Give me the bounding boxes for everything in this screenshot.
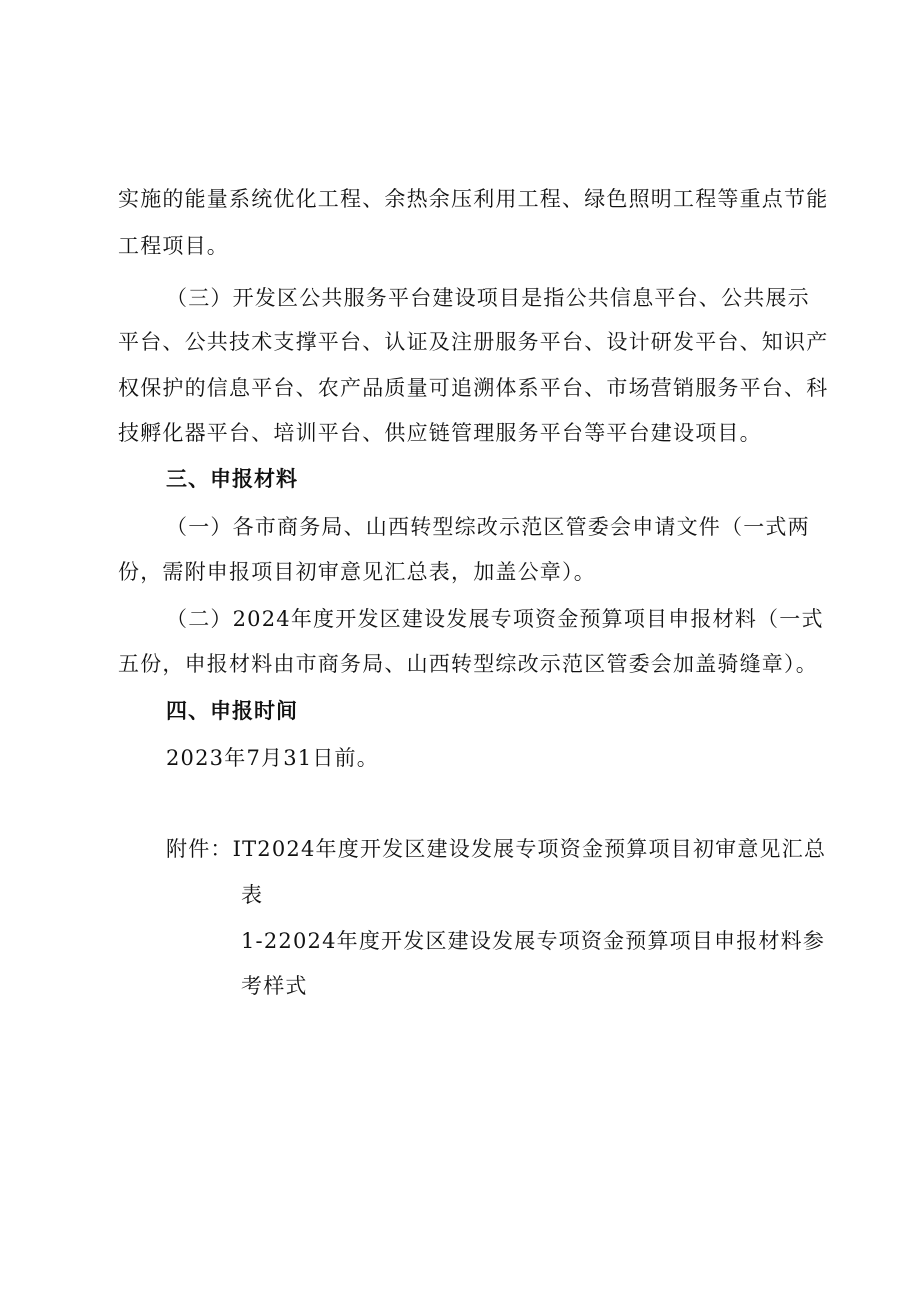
paragraph-line: （二）2024年度开发区建设发展专项资金预算项目申报材料（一式 — [166, 607, 824, 631]
paragraph-line: （一）各市商务局、山西转型综改示范区管委会申请文件（一式两 — [166, 515, 810, 539]
paragraph-line: 权保护的信息平台、农产品质量可追溯体系平台、市场营销服务平台、科 — [118, 376, 829, 400]
paragraph-line: 平台、公共技术支撑平台、认证及注册服务平台、设计研发平台、知识产 — [118, 330, 829, 354]
attachment-line: 1-22024年度开发区建设发展专项资金预算项目申报材料参 — [241, 929, 826, 953]
attachment-line: 表 — [241, 883, 264, 907]
attachment-line: 考样式 — [241, 974, 308, 998]
paragraph-line: （三）开发区公共服务平台建设项目是指公共信息平台、公共展示 — [166, 286, 810, 310]
paragraph-line: 工程项目。 — [118, 234, 229, 258]
deadline-text: 2023年7月31日前。 — [166, 746, 379, 770]
paragraph-line: 份，需附申报项目初审意见汇总表，加盖公章）。 — [118, 560, 596, 584]
section-heading-materials: 三、申报材料 — [166, 467, 298, 491]
paragraph-line: 五份，申报材料由市商务局、山西转型综改示范区管委会加盖骑缝章）。 — [118, 652, 818, 676]
paragraph-line: 技孵化器平台、培训平台、供应链管理服务平台等平台建设项目。 — [118, 421, 762, 445]
section-heading-time: 四、申报时间 — [166, 699, 298, 723]
paragraph-line: 实施的能量系统优化工程、余热余压利用工程、绿色照明工程等重点节能 — [118, 187, 829, 211]
attachment-line: 附件：IT2024年度开发区建设发展专项资金预算项目初审意见汇总 — [166, 837, 827, 861]
